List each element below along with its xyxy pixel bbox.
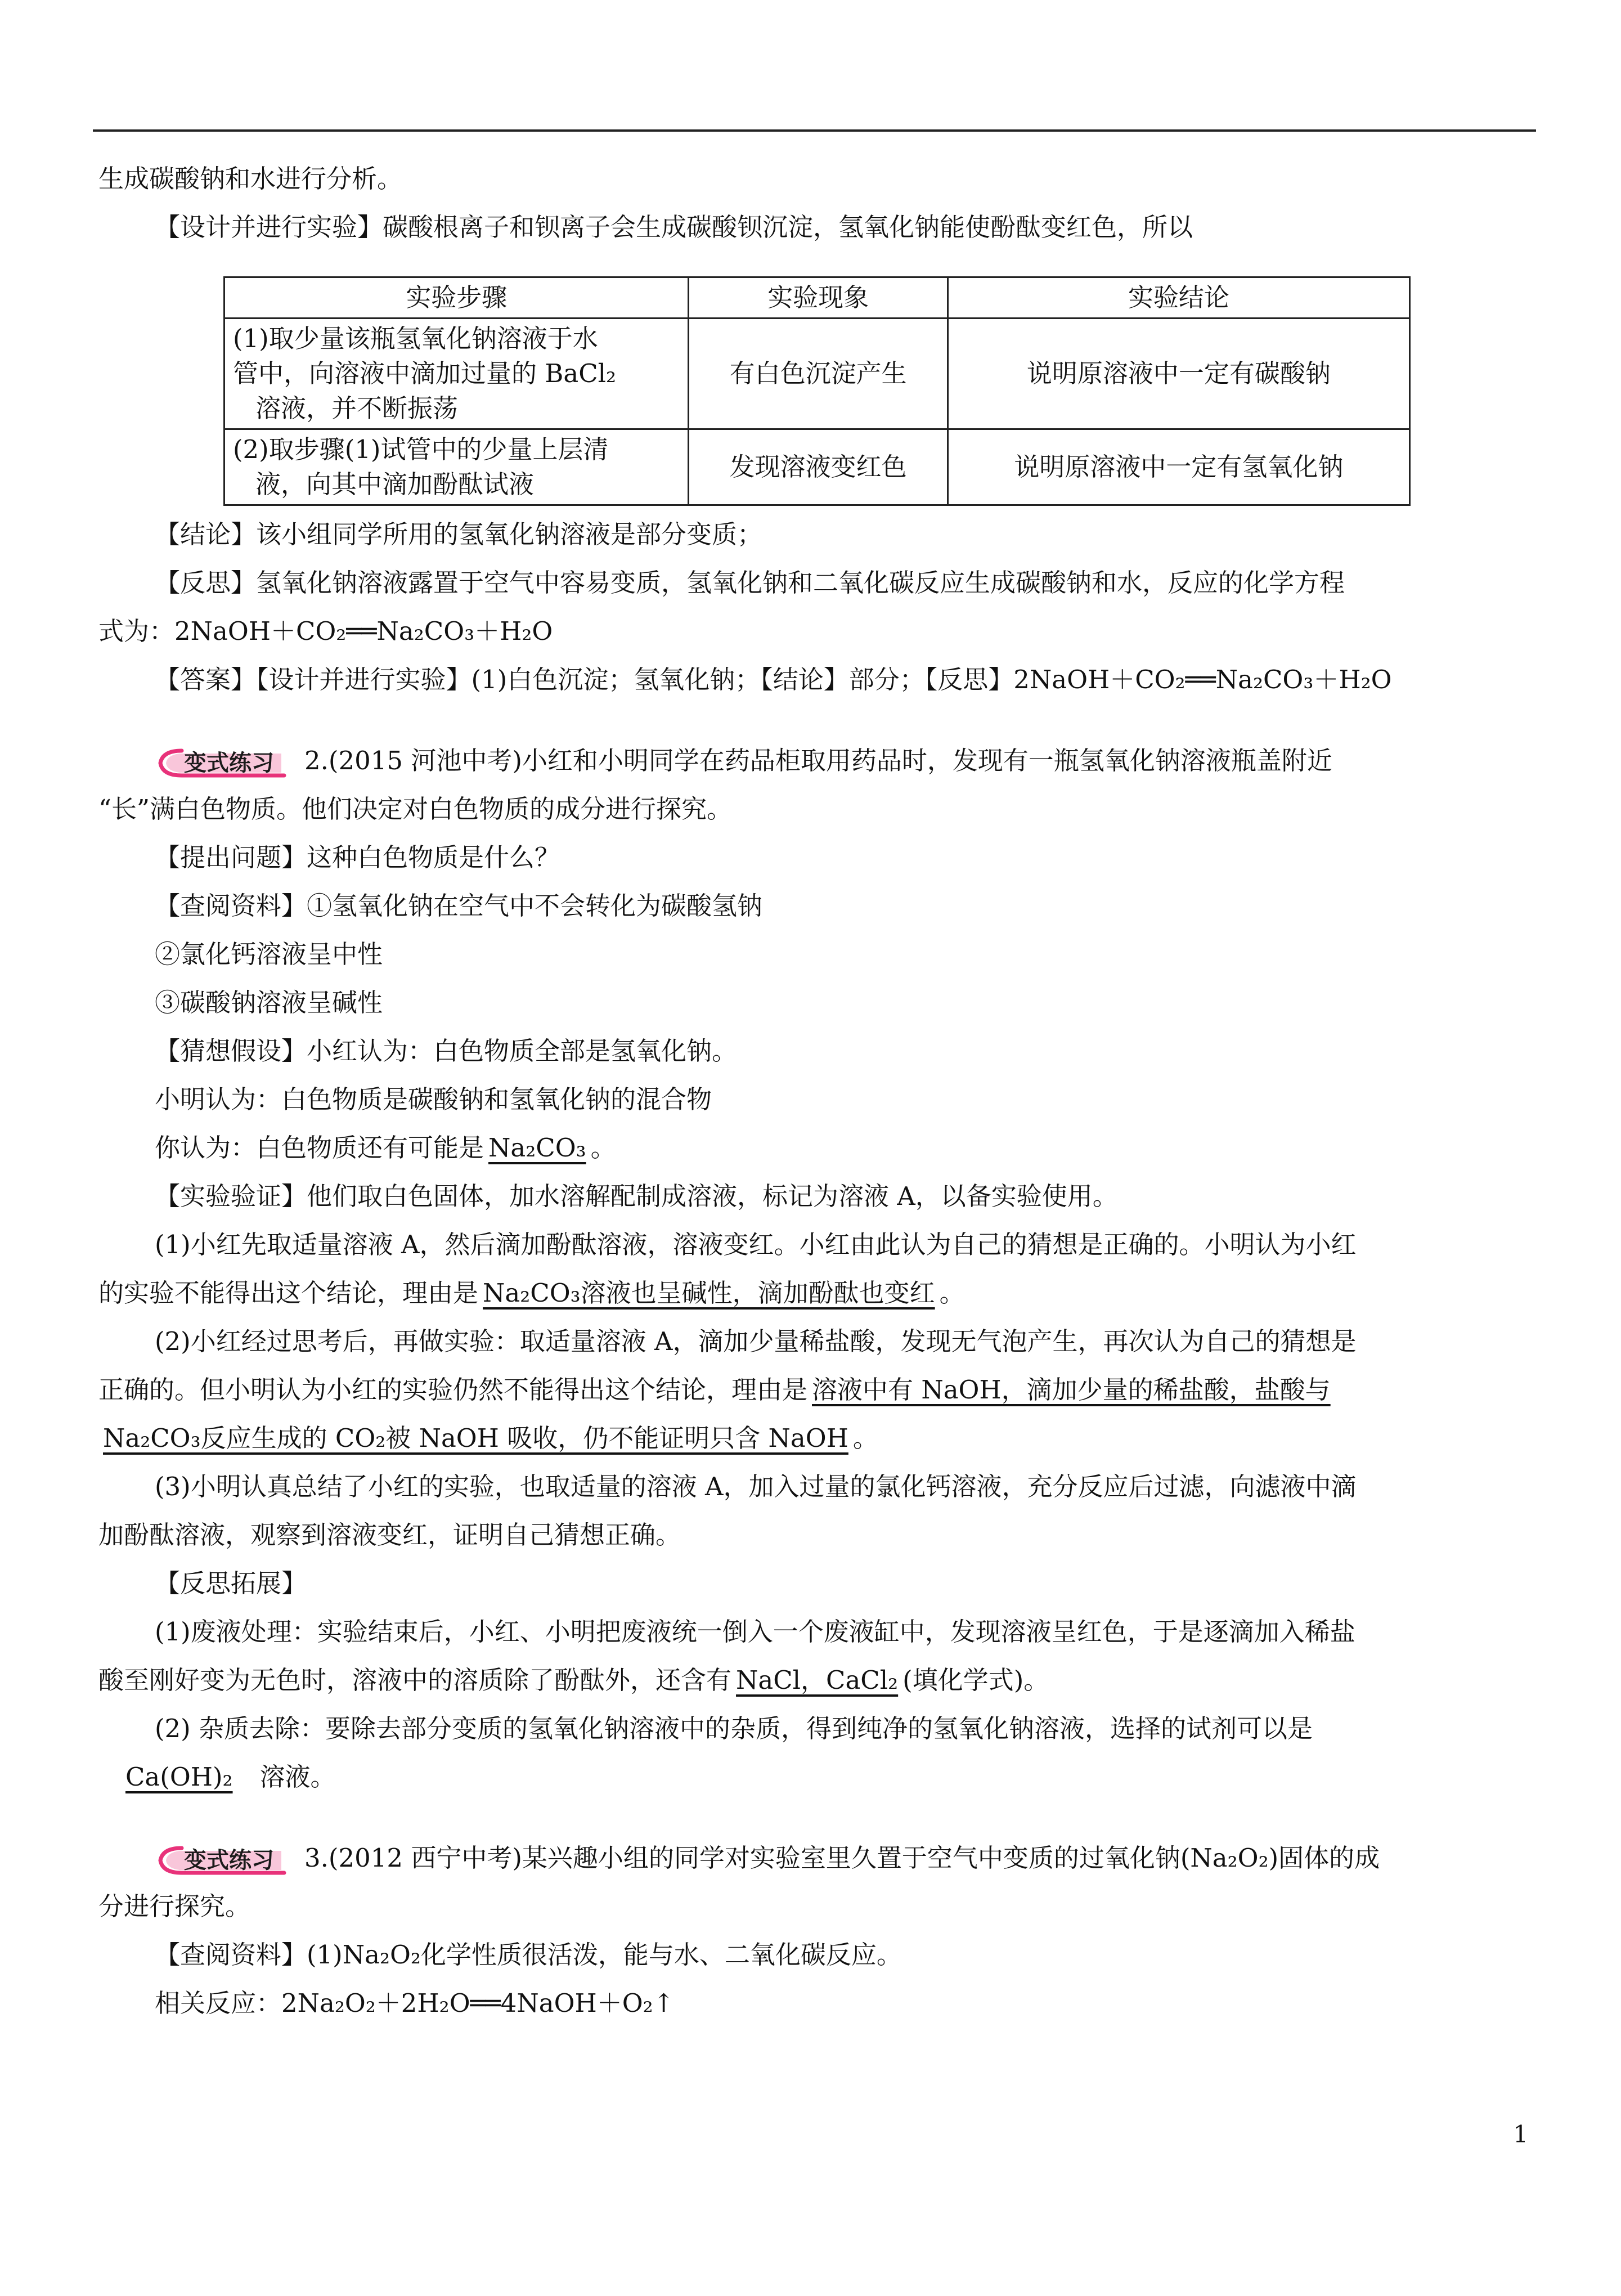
page-number: 1 bbox=[1513, 2120, 1528, 2148]
table-cell-conclusion: 说明原溶液中一定有碳酸钠 bbox=[948, 319, 1409, 429]
text-line: 【设计并进行实验】碳酸根离子和钡离子会生成碳酸钡沉淀，氢氧化钠能使酚酞变红色，所以 bbox=[155, 212, 1193, 242]
text-line: 式为：2NaOH＋CO₂══Na₂CO₃＋H₂O bbox=[98, 616, 553, 646]
text-line: (2) 杂质去除：要除去部分变质的氢氧化钠溶液中的杂质，得到纯净的氢氧化钠溶液，选择的试剂可以是 bbox=[155, 1714, 1313, 1743]
text: 酸至刚好变为无色时，溶液中的溶质除了酚酞外，还含有 bbox=[98, 1665, 732, 1695]
answer-blank: Ca(OH)₂ bbox=[125, 1762, 233, 1792]
answer-line: 【答案】【设计并进行实验】(1)白色沉淀；氢氧化钠；【结论】部分；【反思】2NaOH＋CO₂══Na₂CO₃＋H₂O bbox=[155, 665, 1392, 694]
text-line: (3)小明认真总结了小红的实验，也取适量的溶液 A，加入过量的氯化钙溶液，充分反应后过滤，向滤液中滴 bbox=[155, 1472, 1357, 1501]
text: 正确的。但小明认为小红的实验仍然不能得出这个结论，理由是 bbox=[98, 1375, 808, 1405]
text-line bbox=[98, 1269, 1533, 1317]
question-3-title bbox=[98, 1834, 1533, 1882]
question-2-title bbox=[98, 737, 1533, 785]
text-line: 加酚酞溶液，观察到溶液变红，证明自己猜想正确。 bbox=[98, 1520, 681, 1550]
text-line: 3.(2012 西宁中考)某兴趣小组的同学对实验室里久置于空气中变质的过氧化钠(Na₂O₂)固体的成 bbox=[304, 1843, 1380, 1873]
text: 。 bbox=[590, 1133, 616, 1163]
text-line bbox=[98, 1414, 1533, 1463]
table-cell-conclusion: 说明原溶液中一定有氢氧化钠 bbox=[948, 429, 1409, 505]
text-line bbox=[98, 1656, 1533, 1705]
practice-badge bbox=[155, 1845, 301, 1876]
table-header: 实验现象 bbox=[689, 277, 948, 319]
page-content bbox=[98, 155, 1533, 2028]
cell-line: 液，向其中滴加酚酞试液 bbox=[255, 469, 535, 499]
text-line: 【结论】该小组同学所用的氢氧化钠溶液是部分变质； bbox=[155, 519, 763, 549]
table-header-row bbox=[224, 277, 1410, 319]
table-cell-phenomenon: 发现溶液变红色 bbox=[689, 429, 948, 505]
answer-blank: 溶液中有 NaOH，滴加少量的稀盐酸，盐酸与 bbox=[812, 1375, 1331, 1405]
cell-line: 管中，向溶液中滴加过量的 BaCl₂ bbox=[233, 358, 617, 388]
table-header: 实验结论 bbox=[948, 277, 1409, 319]
text-line: 【反思拓展】 bbox=[155, 1568, 307, 1598]
table-cell-step bbox=[224, 429, 689, 505]
text-line: 【实验验证】他们取白色固体，加水溶解配制成溶液，标记为溶液 A，以备实验使用。 bbox=[155, 1181, 1118, 1211]
cell-line: (1)取少量该瓶氢氧化钠溶液于水 bbox=[233, 324, 598, 353]
text: 。 bbox=[852, 1423, 878, 1453]
answer-blank: NaCl，CaCl₂ bbox=[736, 1665, 899, 1695]
table-row bbox=[224, 429, 1410, 505]
text-line: (2)小红经过思考后，再做实验：取适量溶液 A，滴加少量稀盐酸，发现无气泡产生，再次认为自己的猜想是 bbox=[155, 1326, 1357, 1356]
experiment-table bbox=[223, 276, 1411, 506]
answer-blank: Na₂CO₃溶液也呈碱性，滴加酚酞也变红 bbox=[483, 1278, 935, 1308]
text-line: “长”满白色物质。他们决定对白色物质的成分进行探究。 bbox=[98, 794, 733, 824]
table-cell-phenomenon: 有白色沉淀产生 bbox=[689, 319, 948, 429]
text-line: 相关反应：2Na₂O₂＋2H₂O══4NaOH＋O₂↑ bbox=[155, 1988, 675, 2018]
text-line: (1)小红先取适量溶液 A，然后滴加酚酞溶液，溶液变红。小红由此认为自己的猜想是正确的。小明认为小红 bbox=[155, 1230, 1357, 1259]
badge-label: 变式练习 bbox=[184, 1847, 274, 1873]
text-line: 【查阅资料】(1)Na₂O₂化学性质很活泼，能与水、二氧化碳反应。 bbox=[155, 1940, 902, 1970]
text: 。 bbox=[939, 1278, 965, 1308]
answer-blank: Na₂CO₃反应生成的 CO₂被 NaOH 吸收，仍不能证明只含 NaOH bbox=[103, 1423, 848, 1453]
practice-badge bbox=[155, 747, 301, 779]
table-row bbox=[224, 319, 1410, 429]
table-header: 实验步骤 bbox=[224, 277, 689, 319]
text-line: 分进行探究。 bbox=[98, 1891, 251, 1921]
text-line bbox=[98, 1366, 1533, 1414]
cell-line: 溶液，并不断振荡 bbox=[255, 393, 459, 423]
text: 的实验不能得出这个结论，理由是 bbox=[98, 1278, 479, 1308]
text-line: 【提出问题】这种白色物质是什么？ bbox=[155, 842, 560, 872]
text-line: (1)废液处理：实验结束后，小红、小明把废液统一倒入一个废液缸中，发现溶液呈红色，于是逐滴加入稀盐 bbox=[155, 1617, 1355, 1647]
text: 溶液。 bbox=[259, 1762, 336, 1792]
cell-line: (2)取步骤(1)试管中的少量上层清 bbox=[233, 434, 609, 464]
text-line bbox=[98, 1124, 1533, 1172]
text-line: 生成碳酸钠和水进行分析。 bbox=[98, 164, 403, 194]
table-cell-step bbox=[224, 319, 689, 429]
text-line: 【反思】氢氧化钠溶液露置于空气中容易变质，氢氧化钠和二氧化碳反应生成碳酸钠和水，反应的化学方程 bbox=[155, 568, 1345, 598]
text-line: 【查阅资料】①氢氧化钠在空气中不会转化为碳酸氢钠 bbox=[155, 891, 763, 921]
text-line: 小明认为：白色物质是碳酸钠和氢氧化钠的混合物 bbox=[155, 1084, 712, 1114]
text-line: ②氯化钙溶液呈中性 bbox=[155, 939, 383, 969]
text: (填化学式)。 bbox=[902, 1665, 1049, 1695]
text-line bbox=[98, 1753, 1533, 1801]
badge-label: 变式练习 bbox=[184, 750, 274, 776]
text-line: ③碳酸钠溶液呈碱性 bbox=[155, 988, 383, 1017]
text-line: 【猜想假设】小红认为：白色物质全部是氢氧化钠。 bbox=[155, 1036, 738, 1066]
header-rule bbox=[93, 129, 1536, 132]
text-line: 2.(2015 河池中考)小红和小明同学在药品柜取用药品时，发现有一瓶氢氧化钠溶液瓶盖附近 bbox=[304, 746, 1332, 775]
text: 你认为：白色物质还有可能是 bbox=[155, 1133, 484, 1163]
answer-blank: Na₂CO₃ bbox=[488, 1133, 586, 1163]
